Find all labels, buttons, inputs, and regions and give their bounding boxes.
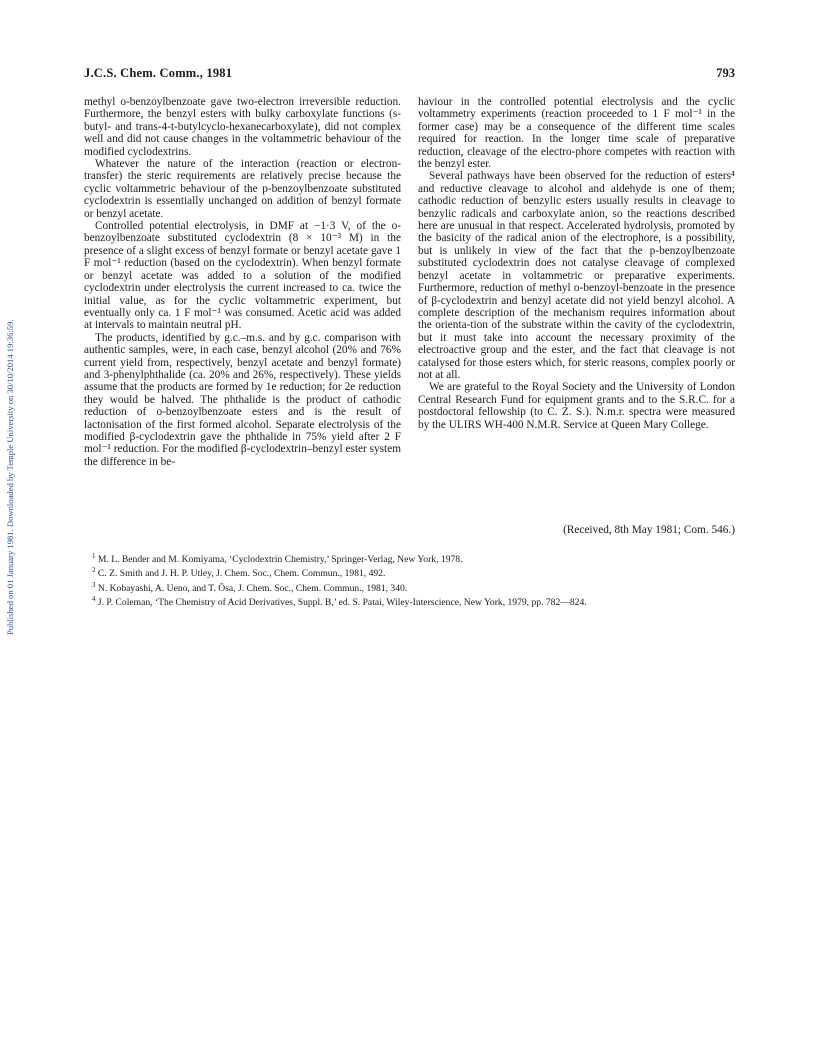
journal-title: J.C.S. Chem. Comm., 1981 bbox=[84, 66, 233, 80]
reference-text: N. Kobayashi, A. Ueno, and T. Ōsa, J. Chem. Soc., Chem. Commun., 1981, 340. bbox=[97, 582, 408, 594]
reference-item bbox=[84, 594, 764, 608]
paragraph: The products, identified by g.c.–m.s. and by g.c. comparison with authentic samples, were, in each case, benzyl alcohol (20% and 76% current yield from, respectively, benzyl acetate and benzyl formate) and 3-phenylphthalide (ca. 20% and 26%, respectively). These yields assume that the products are formed by 1e reduction; for 2e reduction they would be halved. The phthalide is the product of cathodic reduction of o-benzoylbenzoate esters and is the result of lactonisation of the first formed alcohol. Separate electrolysis of the modified β-cyclodextrin gave the phthalide in 75% yield after 2 F mol⁻¹ reduction. For the modified β-cyclodextrin–benzyl ester system the difference in be- bbox=[84, 331, 401, 468]
download-watermark: Published on 01 January 1981. Downloaded by Temple University on 30/10/2014 19:36:59. bbox=[5, 319, 15, 635]
paragraph: haviour in the controlled potential electrolysis and the cyclic voltammetry experiments (reaction proceeded to 1 F mol⁻¹ in the former case) may be a consequence of the different time scales required for reaction. In the longer time scale of preparative reduction, cleavage of the electro-phore competes with reaction with the benzyl ester. bbox=[418, 96, 735, 171]
reference-item bbox=[84, 565, 764, 579]
reference-item bbox=[84, 551, 764, 565]
paragraph: methyl o-benzoylbenzoate gave two-electron irreversible reduction. Furthermore, the benzyl esters with bulky carboxylate functions (s-butyl- and trans-4-t-butylcyclo-hexanecarboxylate), did not complex well and did not cause changes in the voltammetric behaviour of the modified cyclodextrins. bbox=[84, 96, 401, 158]
page-header bbox=[84, 66, 735, 82]
paragraph: We are grateful to the Royal Society and the University of London Central Research Fund for equipment grants and to the S.R.C. for a postdoctoral fellowship (to C. Z. S.). N.m.r. spectra were measured by the ULIRS WH-400 N.M.R. Service at Queen Mary College. bbox=[418, 381, 735, 431]
paragraph: Whatever the nature of the interaction (reaction or electron-transfer) the steric requirements are relatively precise because the cyclic voltammetric behaviour of the p-benzoylbenzoate substituted cyclodextrin is essentially unchanged on addition of benzyl formate or benzyl acetate. bbox=[84, 158, 401, 220]
references-list bbox=[84, 551, 764, 609]
reference-item bbox=[84, 580, 764, 594]
reference-number: 2 bbox=[92, 566, 96, 575]
received-date: (Received, 8th May 1981; Com. 546.) bbox=[563, 524, 735, 536]
reference-text: C. Z. Smith and J. H. P. Utley, J. Chem. Soc., Chem. Commun., 1981, 492. bbox=[97, 568, 386, 580]
right-column bbox=[418, 96, 735, 431]
reference-number: 1 bbox=[92, 552, 96, 560]
paragraph: Controlled potential electrolysis, in DMF at −1·3 V, of the o-benzoylbenzoate substituted cyclodextrin (8 × 10⁻³ M) in the presence of a slight excess of benzyl formate or benzyl acetate gave 1 F mol⁻¹ reduction (based on the cyclodextrin). When benzyl formate or benzyl acetate was added to a solution of the modified cyclodextrin under electrolysis the current increased to ca. twice the initial value, as for the cyclic voltammetric experiment, but eventually only ca. 1 F mol⁻¹ was consumed. Acetic acid was added at intervals to maintain neutral pH. bbox=[84, 220, 401, 332]
paragraph: Several pathways have been observed for the reduction of esters⁴ and reductive cleavage to alcohol and aldehyde is one of them; cathodic reduction of benzylic esters usually results in cleavage to benzylic radicals and carboxylate anion, so the reactions described here are unusual in that respect. Accelerated hydrolysis, promoted by the basicity of the radical anion of the electrophore, is a possibility, but is unlikely in view of the fact that the p-benzoylbenzoate substituted cyclodextrin does not catalyse cleavage of complexed benzyl acetate in voltammetric or preparative experiments. Furthermore, reduction of methyl o-benzoyl-benzoate in the presence of β-cyclodextrin and benzyl acetate did not yield benzyl alcohol. A complete description of the mechanism requires information about the orienta-tion of the substrate within the cavity of the cyclodextrin, but it must take into account the necessary proximity of the electroactive group and the ester, and the fact that cleavage is not catalysed for those esters which, for steric reasons, complex poorly or not at all. bbox=[418, 170, 735, 381]
reference-number: 4 bbox=[92, 595, 96, 604]
left-column bbox=[84, 96, 401, 468]
reference-text: J. P. Coleman, ‘The Chemistry of Acid Derivatives, Suppl. B,’ ed. S. Patai, Wiley-Interscience, New York, 1979, pp. 782—824. bbox=[97, 597, 587, 609]
reference-number: 3 bbox=[92, 580, 96, 589]
reference-text: M. L. Bender and M. Komiyama, ‘Cyclodextrin Chemistry,’ Springer-Verlag, New York, 1978. bbox=[97, 554, 463, 566]
page-number: 793 bbox=[716, 66, 735, 80]
